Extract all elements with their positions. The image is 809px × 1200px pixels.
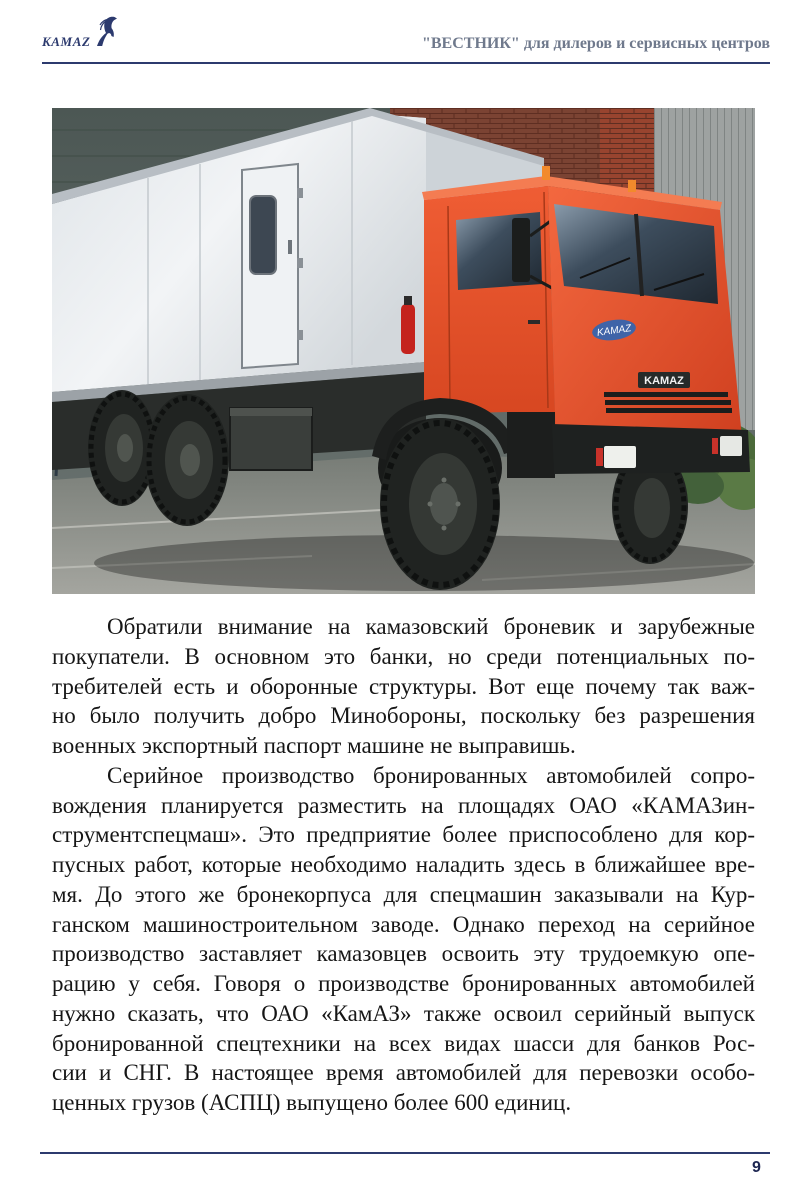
cab-door-handle — [528, 320, 540, 324]
text-line: рацию у себя. Говоря о производстве бронированных автомобилей — [52, 971, 755, 996]
article-paragraph — [52, 612, 755, 761]
footer-divider — [40, 1152, 770, 1154]
roof-light — [542, 166, 550, 180]
kamaz-logo-text: KAMAZ — [42, 34, 91, 49]
text-line: сии и СНГ. В настоящее время автомобилей для перевозки особо- — [52, 1060, 755, 1086]
text-line: Обратили внимание на камазовский броневик и зарубежные — [107, 614, 755, 639]
text-line: Серийное производство бронированных автомобилей сопро- — [107, 762, 755, 788]
text-line: ганском машиностроительном заводе. Однако переход на серийное — [52, 911, 755, 937]
text-line: вождения планируется разместить на площадях ОАО «КАМАЗин- — [52, 792, 755, 818]
horse-icon — [94, 15, 118, 47]
fuel-tank — [230, 408, 312, 470]
grille-badge: KAMAZ — [644, 375, 684, 387]
publication-title: "ВЕСТНИК" для дилеров и сервисных центров — [421, 35, 770, 52]
text-line: военных экспортный паспорт машине не выправишь. — [52, 733, 576, 758]
text-line: струментспецмаш». Это предприятие более приспособлено для кор- — [52, 822, 755, 848]
marker-light — [596, 448, 603, 466]
text-line: производство заставляет камазовцев освоить эту трудоемкую опе- — [52, 941, 755, 967]
text-line: ценных грузов (АСПЦ) выпущено более 600 единиц. — [52, 1090, 572, 1115]
truck-photo — [52, 108, 755, 594]
marker-light — [712, 438, 718, 454]
article-paragraph — [52, 761, 755, 1118]
door-hinge — [297, 188, 303, 198]
cab-step — [507, 412, 555, 478]
text-line: нужно сказать, что ОАО «КамАЗ» также освоил серийный выпуск — [52, 1000, 755, 1026]
box-door — [242, 164, 303, 368]
grille-bar — [606, 408, 732, 413]
rear-wheel-2 — [145, 394, 229, 526]
headlight-left — [604, 446, 636, 468]
text-line: мя. До этого же бронекорпуса для спецмашин заказывали на Кур- — [52, 881, 755, 907]
text-line: пусных работ, которые необходимо наладить здесь в ближайшее вре- — [52, 852, 755, 877]
door-window — [250, 196, 276, 274]
roof-light — [628, 180, 636, 192]
horse-icon-body — [97, 17, 117, 46]
door-hinge — [297, 330, 303, 340]
door-handle — [288, 240, 292, 254]
grille-bar — [605, 400, 731, 405]
front-bumper — [552, 424, 750, 474]
header-divider — [42, 62, 770, 64]
door-badge-text: KAMAZ — [596, 323, 632, 339]
text-line: покупатели. В основном это банки, но среди потенциальных по- — [52, 643, 755, 669]
grille-bar — [604, 392, 728, 397]
text-line: бронированной спецтехники на всех видах шасси для банков Рос- — [52, 1030, 755, 1056]
front-wheel — [380, 418, 500, 590]
article-body — [52, 612, 755, 1118]
fuel-tank-top — [230, 408, 312, 416]
text-line: требителей есть и оборонные структуры. Вот еще почему так важ- — [52, 673, 755, 699]
page-number: 9 — [752, 1159, 761, 1176]
text-line: но было получить добро Минобороны, поскольку без разрешения — [52, 703, 755, 729]
headlight-right — [720, 436, 742, 456]
door-hinge — [297, 258, 303, 268]
